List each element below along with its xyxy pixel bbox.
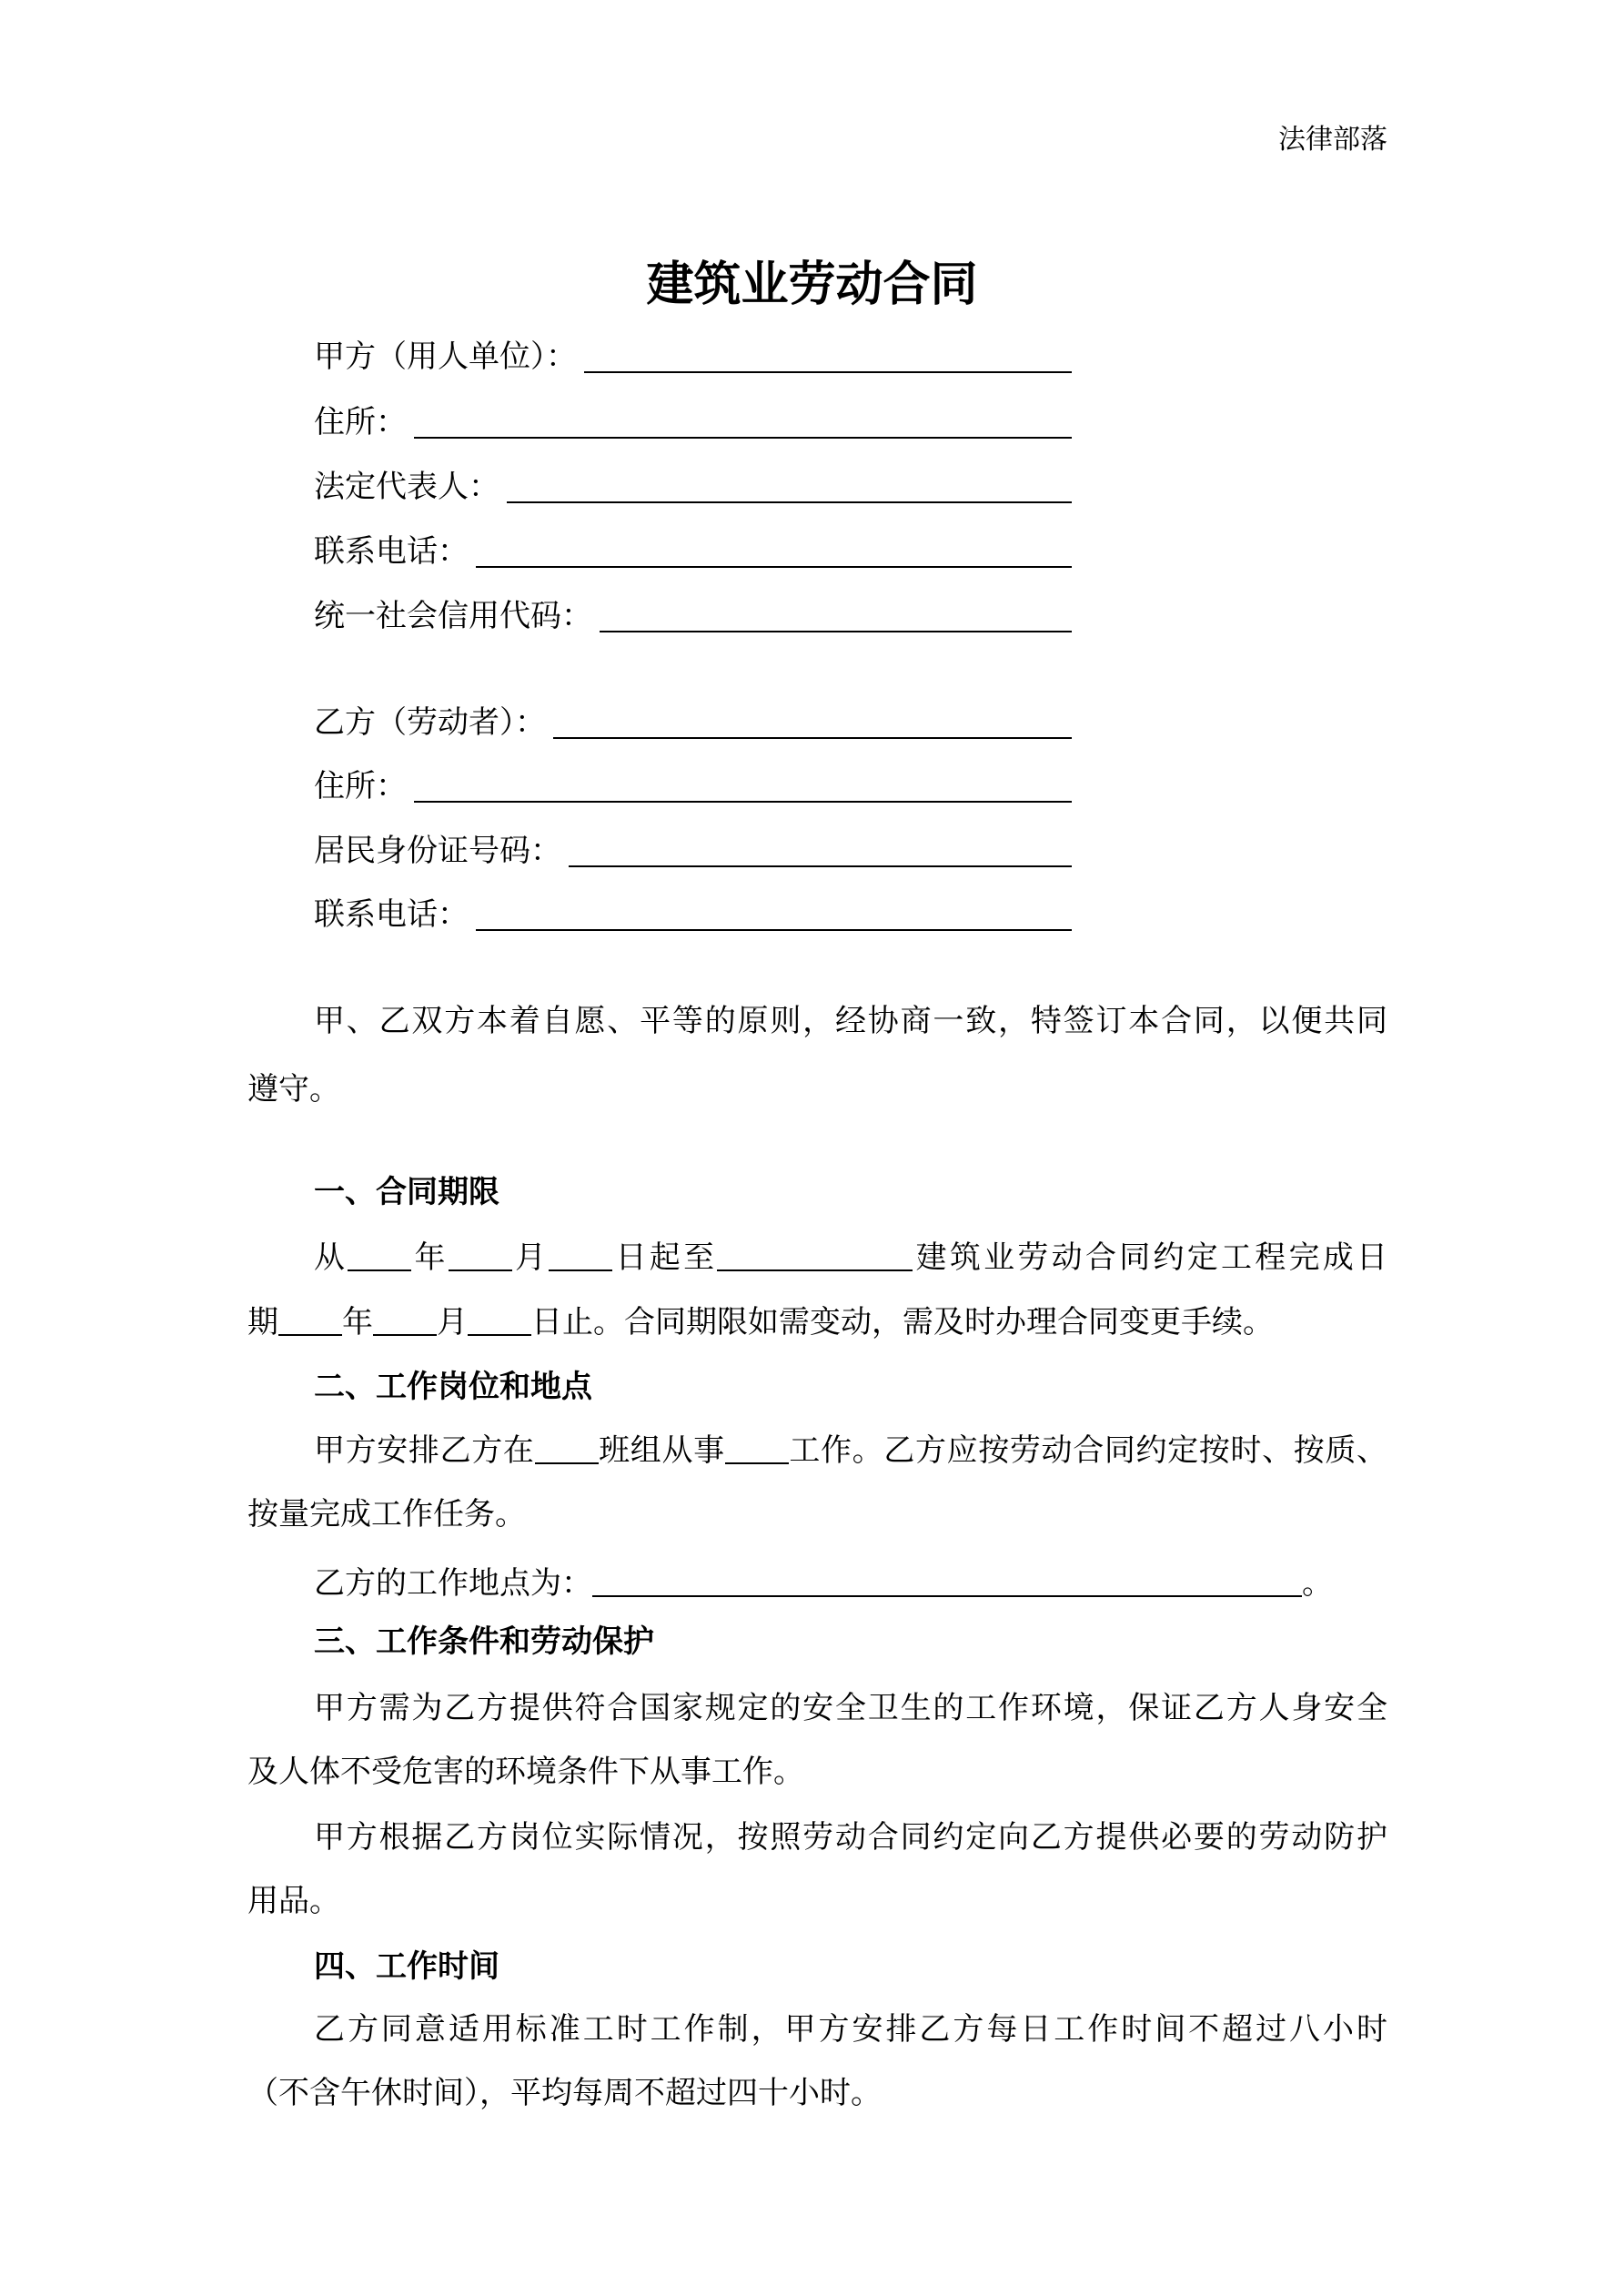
blank-work-place[interactable] — [592, 1568, 1302, 1597]
blank-line[interactable] — [414, 770, 1072, 803]
blank-line[interactable] — [569, 834, 1072, 867]
blank-job[interactable] — [725, 1435, 789, 1464]
blank-line[interactable] — [476, 535, 1072, 568]
text: 班组从事 — [598, 1432, 725, 1469]
position-line: 按量完成工作任务。 — [247, 1496, 526, 1532]
text: 工作。乙方应按劳动合同约定按时、按质、 — [788, 1432, 1388, 1469]
position-line — [314, 1431, 1387, 1471]
party-b-name-field[interactable] — [314, 703, 1072, 743]
blank-line[interactable] — [584, 340, 1072, 373]
text: 年 — [411, 1239, 449, 1276]
blank-project[interactable] — [717, 1242, 913, 1271]
blank-month[interactable] — [373, 1307, 437, 1336]
section-heading: 四、工作时间 — [314, 1948, 499, 1985]
blank-line[interactable] — [600, 600, 1072, 632]
text: 从 — [314, 1239, 348, 1276]
field-label: 联系电话： — [314, 533, 469, 570]
blank-line[interactable] — [476, 898, 1072, 931]
intro-line: 遵守。 — [247, 1071, 340, 1108]
paragraph-line: （不含午休时间），平均每周不超过四十小时。 — [247, 2075, 882, 2111]
text: 建筑业劳动合同约定工程完成日 — [913, 1239, 1388, 1276]
section-heading: 一、合同期限 — [314, 1174, 499, 1210]
text: 乙方的工作地点为： — [314, 1565, 592, 1602]
text: 月 — [511, 1239, 550, 1276]
text: 甲方安排乙方在 — [314, 1432, 535, 1469]
field-label: 统一社会信用代码： — [314, 598, 592, 634]
blank-year[interactable] — [278, 1307, 342, 1336]
text: 期 — [247, 1304, 278, 1340]
blank-year[interactable] — [348, 1242, 411, 1271]
text: 。 — [1302, 1565, 1333, 1602]
party-a-address-field[interactable] — [314, 402, 1072, 442]
text: 月 — [437, 1304, 468, 1340]
field-label: 乙方（劳动者）： — [314, 704, 546, 741]
blank-line[interactable] — [414, 406, 1072, 439]
field-label: 联系电话： — [314, 896, 469, 933]
party-a-representative-field[interactable] — [314, 467, 1072, 507]
party-b-address-field[interactable] — [314, 766, 1072, 806]
blank-day[interactable] — [549, 1242, 612, 1271]
party-a-credit-code-field[interactable] — [314, 596, 1072, 636]
paragraph-line: 乙方同意适用标准工时工作制，甲方安排乙方每日工作时间不超过八小时 — [314, 2011, 1387, 2048]
term-line — [314, 1238, 1387, 1278]
field-label: 住所： — [314, 404, 407, 440]
party-a-phone-field[interactable] — [314, 531, 1072, 571]
party-a-name-field[interactable] — [314, 337, 1072, 377]
blank-line[interactable] — [553, 706, 1072, 739]
document-title: 建筑业劳动合同 — [646, 258, 978, 312]
source-label: 法律部落 — [1278, 124, 1387, 156]
blank-team[interactable] — [535, 1435, 599, 1464]
field-label: 居民身份证号码： — [314, 833, 561, 869]
term-line — [247, 1302, 1274, 1342]
field-label: 法定代表人： — [314, 469, 499, 505]
party-b-phone-field[interactable] — [314, 895, 1072, 935]
section-heading: 三、工作条件和劳动保护 — [314, 1623, 654, 1660]
blank-month[interactable] — [449, 1242, 512, 1271]
paragraph-line: 及人体不受危害的环境条件下从事工作。 — [247, 1754, 804, 1790]
blank-day[interactable] — [468, 1307, 531, 1336]
text: 日起至 — [612, 1239, 718, 1276]
text: 年 — [342, 1304, 373, 1340]
blank-line[interactable] — [507, 470, 1072, 503]
field-label: 甲方（用人单位）： — [314, 339, 577, 375]
paragraph-line: 甲方需为乙方提供符合国家规定的安全卫生的工作环境，保证乙方人身安全 — [314, 1690, 1387, 1726]
paragraph-line: 甲方根据乙方岗位实际情况，按照劳动合同约定向乙方提供必要的劳动防护 — [314, 1819, 1387, 1856]
work-place-line — [314, 1563, 1333, 1603]
paragraph-line: 用品。 — [247, 1883, 340, 1919]
text: 日止。合同期限如需变动，需及时办理合同变更手续。 — [531, 1304, 1274, 1340]
party-b-id-field[interactable] — [314, 831, 1072, 871]
section-heading: 二、工作岗位和地点 — [314, 1369, 592, 1405]
intro-line: 甲、乙双方本着自愿、平等的原则，经协商一致，特签订本合同，以便共同 — [314, 1003, 1387, 1039]
field-label: 住所： — [314, 768, 407, 804]
